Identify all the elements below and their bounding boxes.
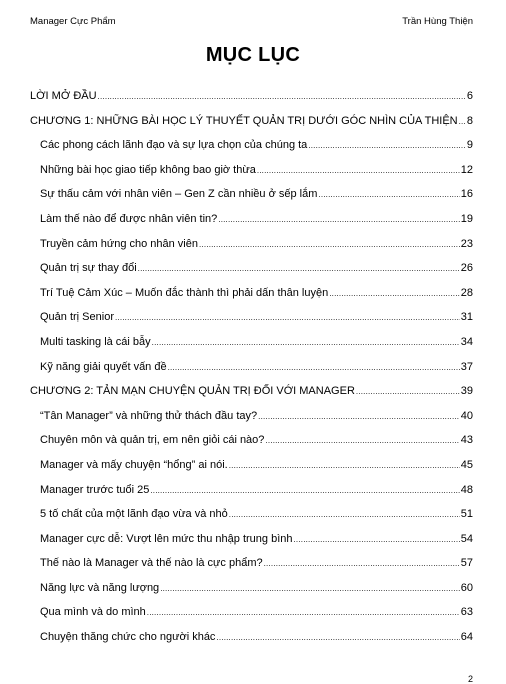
toc-entry-page: 63 [460,606,473,619]
toc-dot-leader [318,184,459,205]
table-of-contents [30,86,473,652]
toc-dot-leader [199,234,460,255]
toc-entry[interactable] [30,111,473,136]
toc-entry-label: LỜI MỞ ĐẦU [30,90,97,102]
toc-entry-page: 54 [460,532,473,545]
toc-entry-label: Những bài học giao tiếp không bao giờ thừa [40,163,256,176]
toc-entry-page: 64 [460,631,473,644]
toc-dot-leader [258,406,460,427]
toc-entry[interactable] [30,86,473,111]
toc-entry-page: 12 [460,163,473,176]
toc-dot-leader [229,504,460,525]
toc-entry-page: 43 [460,434,473,447]
toc-dot-leader [264,553,460,574]
toc-entry-page: 48 [460,483,473,496]
toc-entry[interactable] [30,283,473,308]
toc-entry-label: Multi tasking là cái bẫy [40,335,151,348]
toc-entry[interactable] [30,160,473,185]
toc-dot-leader [294,529,460,550]
toc-dot-leader [160,578,460,599]
toc-entry-page: 39 [460,385,473,398]
toc-entry-label: CHƯƠNG 2: TẢN MẠN CHUYỆN QUẢN TRỊ ĐỐI VỚI MANAGER [30,385,355,398]
toc-entry[interactable] [30,332,473,357]
toc-entry-label: Manager và mấy chuyện “hổng” ai nói. [40,458,228,471]
toc-entry-label: Chuyên môn và quản trị, em nên giỏi cái nào? [40,434,265,447]
toc-entry-label: 5 tố chất của một lãnh đạo vừa và nhỏ [40,508,228,521]
toc-dot-leader [168,357,460,378]
page-number: 2 [467,674,473,684]
toc-entry[interactable] [30,455,473,480]
toc-entry[interactable] [30,406,473,431]
toc-entry-label: “Tân Manager” và những thử thách đầu tay? [40,409,258,422]
toc-dot-leader [152,332,460,353]
toc-entry-page: 40 [460,409,473,422]
page-title: MỤC LỤC [205,44,301,66]
toc-entry-page: 37 [460,360,473,373]
toc-entry-page: 60 [460,581,473,594]
header-book-title: Manager Cực Phẩm [30,16,116,27]
toc-entry-label: Thế nào là Manager và thế nào là cực phẩm? [40,557,263,570]
toc-entry-page: 34 [460,335,473,348]
toc-entry-page: 28 [460,286,473,299]
toc-entry[interactable] [30,357,473,382]
toc-dot-leader [265,430,459,451]
page-header [30,16,473,28]
toc-entry-page: 31 [460,311,473,324]
toc-entry-label: Quản trị sự thay đổi [40,262,137,275]
toc-dot-leader [229,455,460,476]
toc-entry[interactable] [30,553,473,578]
toc-dot-leader [216,627,459,648]
toc-entry-label: Các phong cách lãnh đạo và sự lựa chọn của chúng ta [40,139,308,152]
toc-entry-label: Manager cực dễ: Vượt lên mức thu nhập trung bình [40,532,293,545]
toc-dot-leader [257,160,460,181]
toc-entry-page: 8 [466,114,473,127]
toc-entry[interactable] [30,258,473,283]
toc-dot-leader [150,480,459,501]
toc-entry-label: Sự thấu cảm với nhân viên – Gen Z cần nhiều ở sếp lắm [40,188,318,201]
toc-entry-page: 26 [460,262,473,275]
toc-entry-label: Năng lực và năng lượng [40,581,160,594]
toc-entry[interactable] [30,504,473,529]
toc-entry[interactable] [30,135,473,160]
toc-entry-page: 23 [460,237,473,250]
toc-dot-leader [308,135,466,156]
toc-entry-label: Trí Tuệ Cảm Xúc – Muốn đắc thành thì phải dấn thân luyện [40,286,329,299]
toc-entry[interactable] [30,627,473,652]
toc-entry[interactable] [30,381,473,406]
toc-entry[interactable] [30,184,473,209]
toc-dot-leader [459,111,466,132]
toc-dot-leader [218,209,459,230]
toc-entry[interactable] [30,209,473,234]
toc-entry-page: 51 [460,508,473,521]
toc-dot-leader [329,283,460,304]
header-author: Trần Hùng Thiện [402,16,473,27]
toc-entry-label: CHƯƠNG 1: NHỮNG BÀI HỌC LÝ THUYẾT QUẢN TRỊ DƯỚI GÓC NHÌN CỦA THIỆN [30,114,458,127]
toc-entry-page: 9 [466,139,473,152]
toc-entry[interactable] [30,307,473,332]
toc-entry-page: 19 [460,212,473,225]
toc-entry-label: Chuyện thăng chức cho người khác [40,631,216,644]
toc-entry[interactable] [30,480,473,505]
toc-entry-page: 16 [460,188,473,201]
toc-dot-leader [356,381,460,402]
toc-entry[interactable] [30,602,473,627]
toc-entry-page: 57 [460,557,473,570]
toc-dot-leader [147,602,460,623]
toc-entry-label: Qua mình và do mình [40,606,146,619]
toc-entry-page: 45 [460,458,473,471]
toc-entry-label: Manager trước tuổi 25 [40,483,150,496]
toc-entry[interactable] [30,234,473,259]
toc-entry-label: Truyền cảm hứng cho nhân viên [40,237,198,250]
toc-entry-label: Làm thế nào để được nhân viên tin? [40,212,218,225]
toc-entry[interactable] [30,578,473,603]
toc-entry[interactable] [30,529,473,554]
toc-dot-leader [115,307,460,328]
toc-dot-leader [138,258,460,279]
toc-entry[interactable] [30,430,473,455]
toc-entry-label: Quản trị Senior [40,311,114,324]
toc-entry-page: 6 [466,90,473,102]
toc-dot-leader [98,86,466,107]
toc-entry-label: Kỹ năng giải quyết vấn đề [40,360,167,373]
